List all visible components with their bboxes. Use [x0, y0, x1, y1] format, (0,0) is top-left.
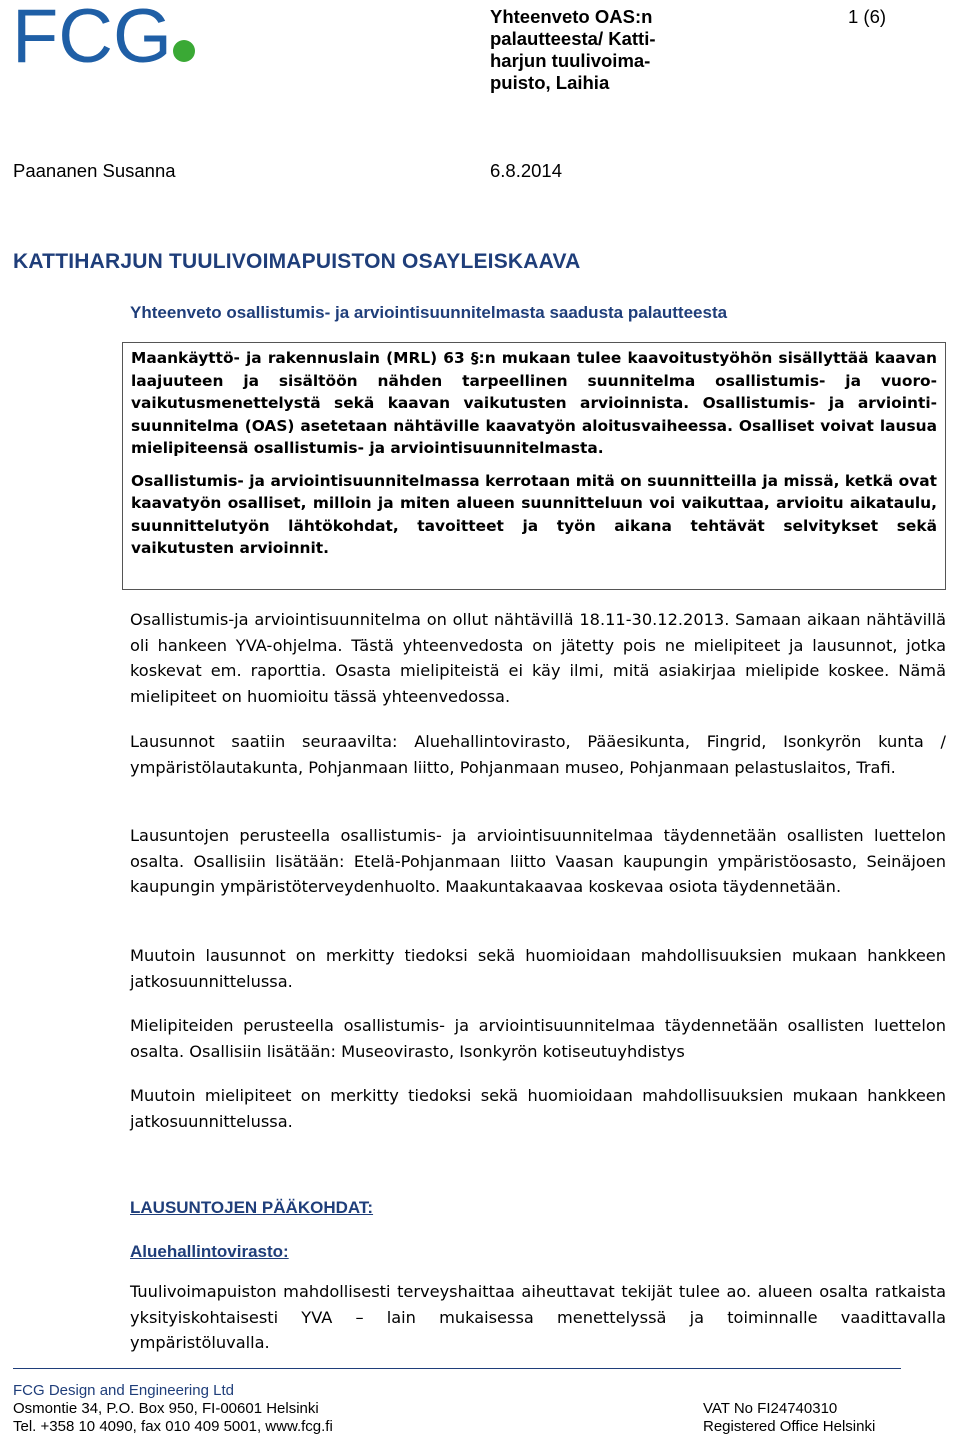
section-subheading: Aluehallintovirasto: [130, 1242, 289, 1261]
body-paragraph-5: Mielipiteiden perusteella osallistumis- ja arviointisuunnitelmaa täydennetään osallisten luettelon osalta. Osallisiin lisätään: Museovirasto, Isonkyrön kotiseutuyhdistys [130, 1016, 946, 1061]
section-text: Tuulivoimapuiston mahdollisesti terveyshaittaa aiheuttavat tekijät tulee ao. alueen osalta ratkaista yksityiskohtaisesti YVA – lain mukaisessa menettelyssä ja toiminnalle vaadittavalla ympäristöluvalla. [130, 1282, 946, 1352]
body-paragraph-2: Lausunnot saatiin seuraavilta: Aluehallintovirasto, Pääesikunta, Fingrid, Isonkyrön kunta / ympäristölautakunta, Pohjanmaan liitto, Pohjanmaan museo, Pohjanmaan pelastuslaitos, Trafi. [130, 732, 946, 777]
info-box [122, 342, 946, 590]
document-title: Yhteenveto OAS:n palautteesta/ Katti-harjun tuulivoima-puisto, Laihia [490, 6, 656, 93]
footer-vat: VAT No FI24740310 [703, 1400, 838, 1417]
body-paragraph-6: Muutoin mielipiteet on merkitty tiedoksi sekä huomioidaan mahdollisuuksien mukaan hankkeen jatkosuunnittelussa. [130, 1086, 946, 1131]
page-number: 1 (6) [848, 6, 887, 27]
body-paragraph-4: Muutoin lausunnot on merkitty tiedoksi sekä huomioidaan mahdollisuuksien mukaan hankkeen jatkosuunnittelussa. [130, 946, 946, 991]
footer-left [13, 1382, 333, 1436]
logo-dot [173, 40, 195, 62]
footer-office: Registered Office Helsinki [703, 1418, 876, 1435]
subtitle: Yhteenveto osallistumis- ja arviointisuunnitelmasta saadusta palautteesta [130, 303, 728, 322]
info-paragraph-2: Osallistumis- ja arviointisuunnitelmassa kerrotaan mitä on suunnitteilla ja missä, ketkä ovat kaavatyön osalliset, milloin ja miten alueen suunnitteluun voi vaikuttaa, arvioitu aikataulu, suunnittelutyön lähtökohdat, tavoitteet ja työn aikana tehtävät selvitykset sekä vaikutusten arvioinnit. [131, 471, 937, 557]
author: Paananen Susanna [13, 160, 176, 181]
footer-contact: Tel. +358 10 4090, fax 010 409 5001, www.fcg.fi [13, 1418, 333, 1435]
footer-divider [13, 1368, 901, 1369]
body-paragraph-3: Lausuntojen perusteella osallistumis- ja arviointisuunnitelmaa täydennetään osallisten luettelon osalta. Osallisiin lisätään: Etelä-Pohjanmaan liitto Vaasan kaupungin ympäristöosasto, Seinäjoen kaupungin ympäristöterveydenhuolto. Maakuntakaavaa koskevaa osiota täydennetään. [130, 826, 946, 896]
body-paragraph-1: Osallistumis-ja arviointisuunnitelma on ollut nähtävillä 18.11-30.12.2013. Samaan aikaan nähtävillä oli hankeen YVA-ohjelma. Tästä yhteenvedosta on jätetty pois ne mielipiteet ja lausunnot, jotka koskevat em. raporttia. Osasta mielipiteistä ei käy ilmi, mitä asiakirjaa mielipide koskee. Nämä mielipiteet on huomioitu tässä yhteenvedossa. [130, 610, 946, 706]
section-heading: LAUSUNTOJEN PÄÄKOHDAT: [130, 1198, 374, 1217]
footer-address: Osmontie 34, P.O. Box 950, FI-00601 Helsinki [13, 1400, 319, 1417]
document-date: 6.8.2014 [490, 160, 563, 181]
footer-right [703, 1400, 875, 1436]
fcg-logo [12, 4, 202, 68]
logo-text: FCG [12, 4, 172, 68]
footer-company: FCG Design and Engineering Ltd [13, 1382, 234, 1399]
info-paragraph-1: Maankäyttö- ja rakennuslain (MRL) 63 §:n mukaan tulee kaavoitustyöhön sisällyttää kaavan laajuuteen ja sisältöön nähden tarpeellinen suunnitelma osallistumis- ja vuoro-vaikutusmenettelystä sekä kaavan vaikutusten arvioinnista. Osallistumis- ja arviointi-suunnitelma (OAS) asetetaan nähtäville kaavatyön aloitusvaiheessa. Osalliset voivat lausua mielipiteensä osallistumis- ja arviointisuunnitelmasta. [131, 349, 937, 457]
main-title: KATTIHARJUN TUULIVOIMAPUISTON OSAYLEISKAAVA [13, 250, 581, 273]
